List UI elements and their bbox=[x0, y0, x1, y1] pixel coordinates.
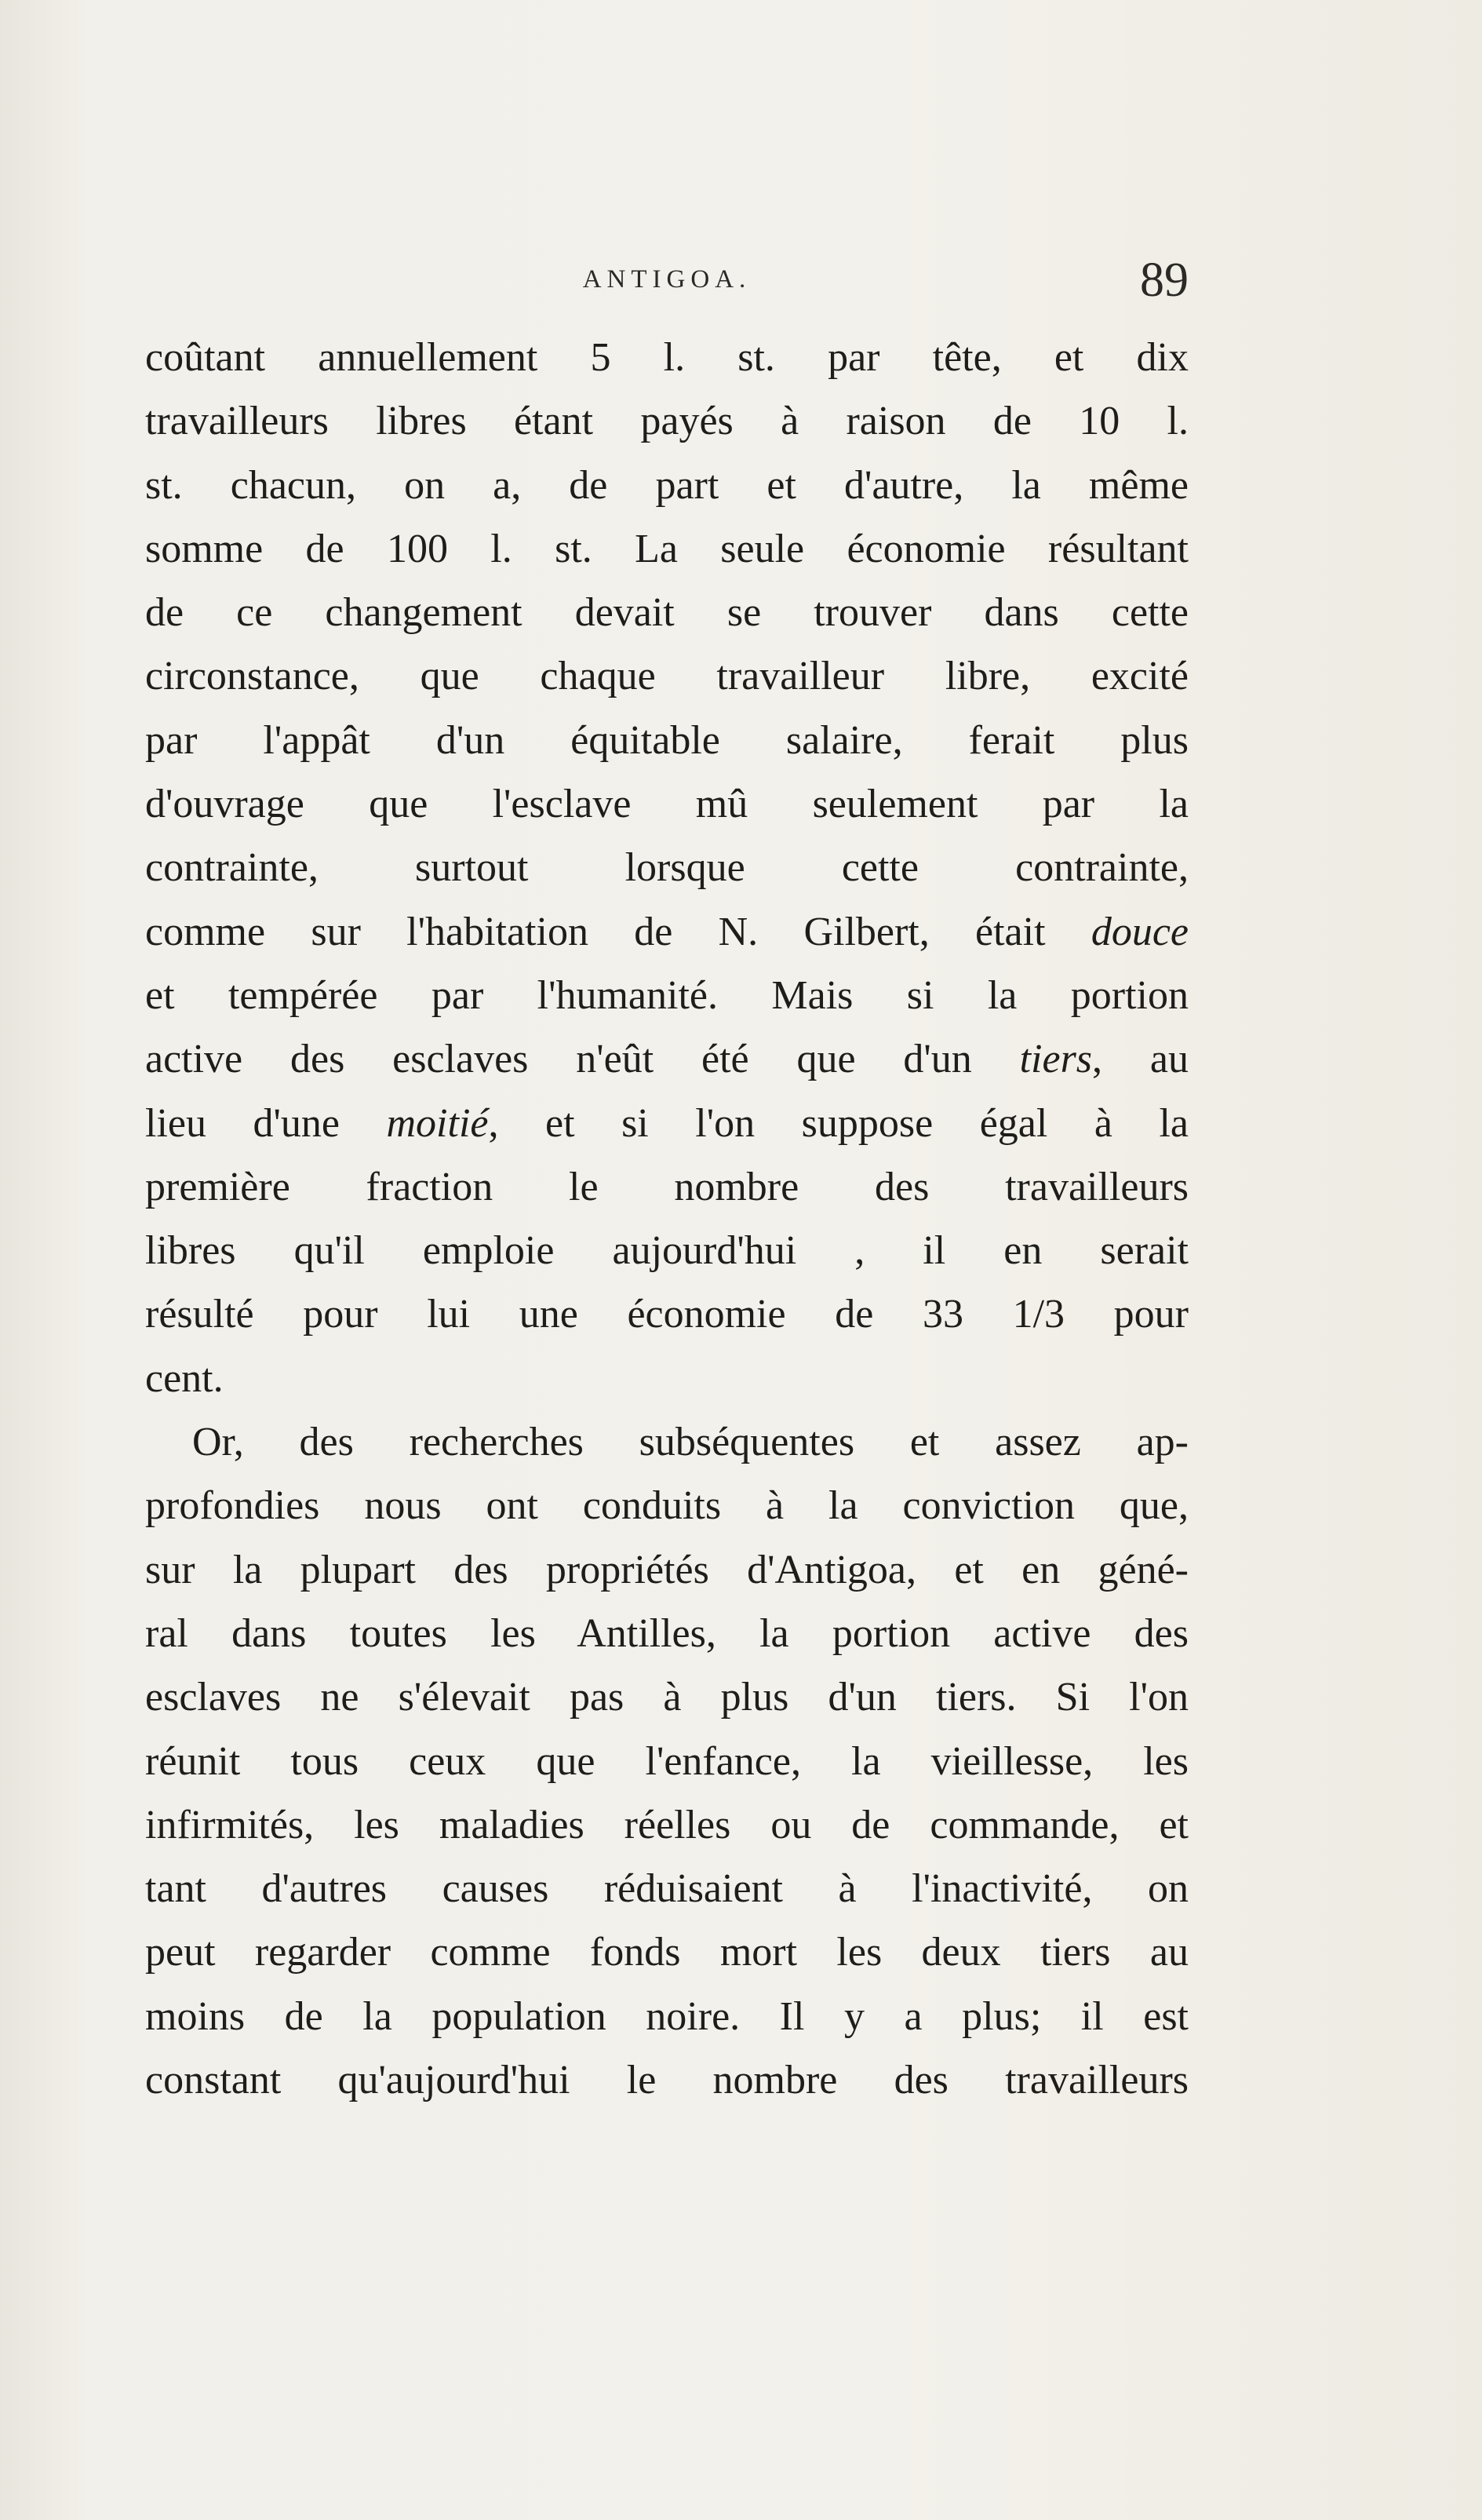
text-segment: , et si l'on suppose égal à la bbox=[488, 1100, 1189, 1146]
text-line: moins de la population noire. Il y a plus; il est bbox=[145, 1993, 1189, 2039]
text-line: première fraction le nombre des travailleurs bbox=[145, 1164, 1189, 1209]
italic-word: moitié bbox=[386, 1100, 489, 1146]
text-line: résulté pour lui une économie de 33 1/3 pour bbox=[145, 1292, 1189, 1337]
text-line: sur la plupart des propriétés d'Antigoa, et en géné- bbox=[145, 1547, 1189, 1592]
text-line: ral dans toutes les Antilles, la portion active des bbox=[145, 1610, 1189, 1656]
text-line: contrainte, surtout lorsque cette contrainte, bbox=[145, 845, 1189, 891]
text-line: profondies nous ont conduits à la conviction que, bbox=[145, 1483, 1189, 1529]
paragraph-2 bbox=[145, 1410, 1189, 2112]
text-line: st. chacun, on a, de part et d'autre, la même bbox=[145, 462, 1189, 508]
text-segment: , au bbox=[1092, 1037, 1189, 1082]
body-text bbox=[145, 326, 1189, 2112]
text-segment: lieu d'une bbox=[145, 1100, 387, 1146]
text-line: coûtant annuellement 5 l. st. par tête, et dix bbox=[145, 335, 1189, 380]
text-line: et tempérée par l'humanité. Mais si la portion bbox=[145, 972, 1189, 1018]
text-line: libres qu'il emploie aujourd'hui , il en serait bbox=[145, 1228, 1189, 1274]
text-line: Or, des recherches subséquentes et assez ap- bbox=[192, 1420, 1189, 1465]
page-header bbox=[145, 253, 1189, 322]
text-line bbox=[145, 900, 1189, 964]
text-line: cent. bbox=[145, 1355, 224, 1401]
italic-word: douce bbox=[1091, 909, 1189, 954]
paragraph-1 bbox=[145, 326, 1189, 1410]
text-line bbox=[145, 1092, 1189, 1155]
text-line bbox=[145, 1027, 1189, 1091]
text-line: esclaves ne s'élevait pas à plus d'un tiers. Si l'on bbox=[145, 1675, 1189, 1720]
text-line: par l'appât d'un équitable salaire, ferait plus bbox=[145, 717, 1189, 763]
italic-word: tiers bbox=[1019, 1037, 1093, 1082]
text-line: circonstance, que chaque travailleur libre, excité bbox=[145, 654, 1189, 699]
text-segment: comme sur l'habitation de N. Gilbert, était bbox=[145, 909, 1091, 954]
text-line: d'ouvrage que l'esclave mû seulement par la bbox=[145, 782, 1189, 827]
text-line: constant qu'aujourd'hui le nombre des travailleurs bbox=[145, 2058, 1189, 2103]
page-number: 89 bbox=[1140, 253, 1189, 307]
running-title: ANTIGOA. bbox=[582, 265, 752, 294]
text-line: de ce changement devait se trouver dans cette bbox=[145, 590, 1189, 636]
text-line: travailleurs libres étant payés à raison de 10 l. bbox=[145, 399, 1189, 444]
text-line: réunit tous ceux que l'enfance, la vieillesse, les bbox=[145, 1738, 1189, 1784]
text-line: peut regarder comme fonds mort les deux tiers au bbox=[145, 1930, 1189, 1975]
text-line: infirmités, les maladies réelles ou de commande, et bbox=[145, 1802, 1189, 1847]
text-line: tant d'autres causes réduisaient à l'inactivité, on bbox=[145, 1866, 1189, 1912]
text-line: somme de 100 l. st. La seule économie résultant bbox=[145, 526, 1189, 571]
text-segment: active des esclaves n'eût été que d'un bbox=[145, 1037, 1020, 1082]
